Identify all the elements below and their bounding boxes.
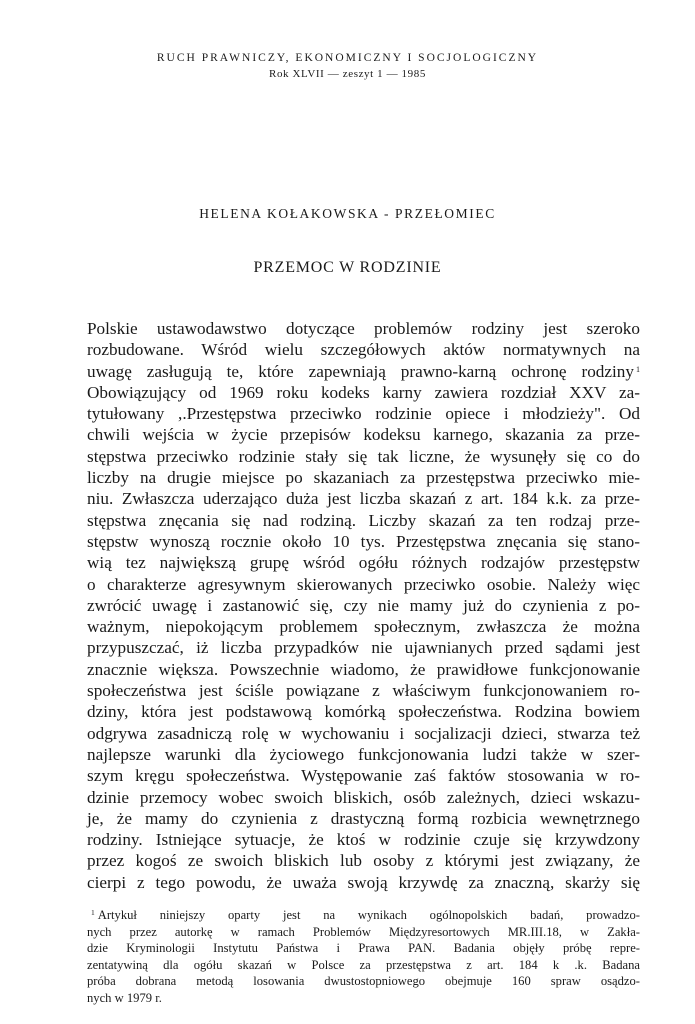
footnote-line: zentatywiną dla ogółu skazań w Polsce za przestępstwa z art. 184 k .k. Badana bbox=[87, 957, 640, 972]
body-line: stępstwa znęcania się nad rodziną. Liczby skazań za ten rodzaj prze- bbox=[87, 510, 640, 530]
journal-title: RUCH PRAWNICZY, EKONOMICZNY I SOCJOLOGICZNY bbox=[156, 52, 539, 64]
footnote-line: nych przez autorkę w ramach Problemów Międzyresortowych MR.III.18, w Zakła- bbox=[87, 924, 640, 939]
body-line: dzinie przemocy wobec swoich bliskich, osób zależnych, dzieci wskazu- bbox=[87, 787, 640, 807]
footnote-line: $^1$ Artykuł niniejszy oparty jest na wynikach ogólnopolskich badań, prowadzo- bbox=[91, 908, 640, 922]
body-line: niu. Zwłaszcza uderzająco duża jest liczba skazań z art. 184 k.k. za prze- bbox=[87, 489, 640, 509]
body-line: Obowiązujący od 1969 roku kodeks karny zawiera rozdział XXV za- bbox=[87, 382, 640, 402]
footnote-mark: 1 bbox=[91, 908, 95, 917]
body-line: rodziny. Istniejące sytuacje, że ktoś w rodzinie czuje się krzywdzony bbox=[87, 830, 640, 850]
body-line: odgrywa zasadniczą rolę w wychowaniu i socjalizacji dzieci, stwarza też bbox=[87, 723, 640, 743]
footnote-line: dzie Kryminologii Instytutu Państwa i Prawa PAN. Badania objęły próbę repre- bbox=[87, 941, 640, 956]
footnote-line: nych w 1979 r. bbox=[87, 990, 162, 1005]
footnote bbox=[87, 907, 640, 1007]
body-line: uwagę zasługują te, które zapewniają prawno-karną ochronę rodziny $^1$ bbox=[87, 361, 640, 381]
body-line: ważnym, niepokojącym problemem społecznym, zwłaszcza że można bbox=[87, 617, 640, 637]
body-line: chwili wejścia w życie przepisów kodeksu karnego, skazania za prze- bbox=[87, 425, 640, 445]
body-line: szym kręgu społeczeństwa. Występowanie zaś faktów stosowania w ro- bbox=[87, 766, 640, 786]
footnote-reference[interactable]: 1 bbox=[636, 364, 640, 374]
article-body bbox=[87, 318, 640, 893]
body-line: rozbudowane. Wśród wielu szczegółowych aktów normatywnych na bbox=[87, 340, 640, 360]
body-line: tytułowany ,.Przestępstwa przeciwko rodzinie opiece i młodzieży". Od bbox=[87, 404, 640, 424]
journal-issue: Rok XLVII — zeszyt 1 — 1985 bbox=[269, 68, 426, 80]
body-line: najlepsze warunki dla życiowego funkcjonowania ludzi także w szer- bbox=[87, 744, 640, 764]
body-line: znacznie większa. Powszechnie wiadomo, że prawidłowe funkcjonowanie bbox=[87, 659, 640, 679]
body-line: liczby na drugie miejsce po skazaniach za przestępstwa przeciwko mie- bbox=[87, 468, 640, 488]
article-author: HELENA KOŁAKOWSKA - PRZEŁOMIEC bbox=[199, 206, 496, 221]
journal-header bbox=[0, 50, 695, 82]
body-line: wią tez największą grupę wśród ogółu różnych rodzajów przestępstw bbox=[87, 553, 640, 573]
body-line: Polskie ustawodawstwo dotyczące problemów rodziny jest szeroko bbox=[87, 319, 640, 338]
body-line: stępstwa przeciwko rodzinie stały się tak liczne, że wysunęły się co do bbox=[87, 446, 640, 466]
body-line: zwrócić uwagę i zastanowić się, czy nie mamy już do czynienia z po- bbox=[87, 595, 640, 615]
body-line: przypuszczać, iż liczba przypadków nie ujawnianych przed sądami jest bbox=[87, 638, 640, 658]
body-line: je, że mamy do czynienia z drastyczną formą rozbicia wewnętrznego bbox=[87, 808, 640, 828]
body-line: przez kogoś ze swoich bliskich lub osoby z którymi jest związany, że bbox=[87, 851, 640, 871]
footnote-line: próba dobrana metodą losowania dwustostopniowego obejmuje 160 spraw osądzo- bbox=[87, 974, 640, 989]
article-title: PRZEMOC W RODZINIE bbox=[253, 259, 442, 276]
body-line: cierpi z tego powodu, że uważa swoją krzywdę za znaczną, skarży się bbox=[87, 872, 640, 892]
body-line: o charakterze agresywnym skierowanych przeciwko osobie. Należy więc bbox=[87, 574, 640, 594]
body-line: dziny, która jest podstawową komórką społeczeństwa. Rodzina bowiem bbox=[87, 702, 640, 722]
body-line: społeczeństwa jest ściśle powiązane z właściwym funkcjonowaniem ro- bbox=[87, 681, 640, 701]
body-line: stępstw wynoszą rocznie około 10 tys. Przestępstwa znęcania się stano- bbox=[87, 531, 640, 551]
